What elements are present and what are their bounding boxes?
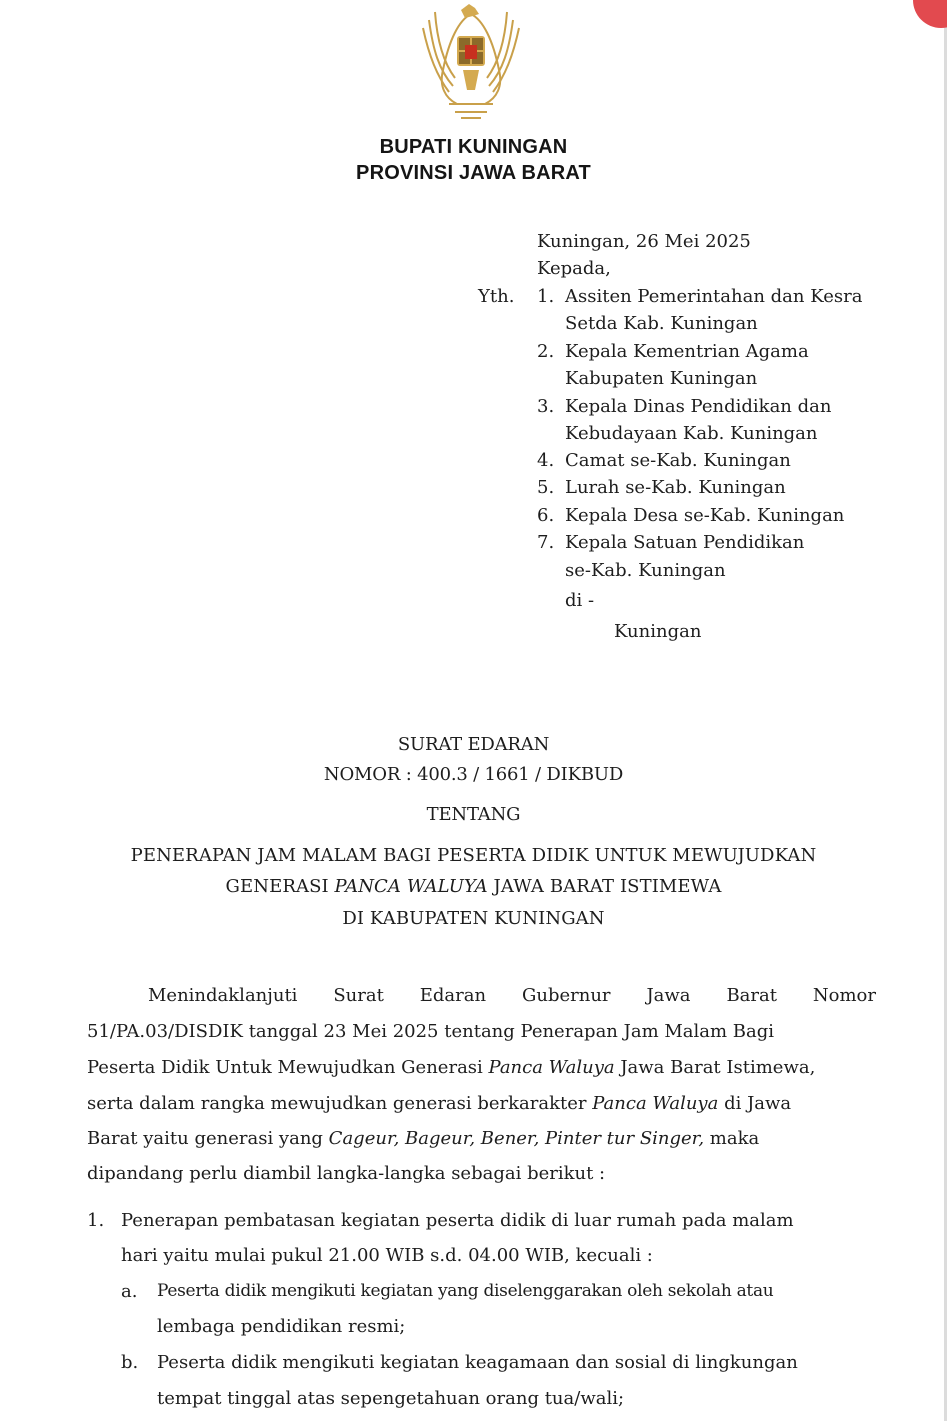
letterhead-title: BUPATI KUNINGAN (379, 136, 568, 158)
paragraph-line: Barat yaitu generasi yang Cageur, Bageur, Bener, Pinter tur Singer, maka (87, 1128, 760, 1149)
di-label: di - (565, 590, 595, 611)
recipient-number: 2. (537, 341, 555, 362)
subject-line: PENERAPAN JAM MALAM BAGI PESERTA DIDIK UNTUK MEWUJUDKAN (130, 845, 817, 866)
recipient-line: Kepala Desa se-Kab. Kuningan (565, 505, 845, 526)
recipient-line: Camat se-Kab. Kuningan (565, 450, 791, 471)
sub-list-label: b. (121, 1352, 139, 1373)
recipient-number: 1. (537, 286, 555, 307)
recipient-line: Kepala Kementrian Agama (565, 341, 809, 362)
recipient-line: Kebudayaan Kab. Kuningan (565, 423, 818, 444)
paragraph-line: Menindaklanjuti Surat Edaran Gubernur Jawa Barat Nomor (148, 985, 876, 1006)
recipient-number: 6. (537, 505, 555, 526)
paragraph-line: 51/PA.03/DISDIK tanggal 23 Mei 2025 tentang Penerapan Jam Malam Bagi (87, 1021, 775, 1042)
recipient-line: Assiten Pemerintahan dan Kesra (565, 286, 863, 307)
list-number: 1. (87, 1210, 105, 1231)
yth-label: Yth. (478, 286, 515, 307)
about-label: TENTANG (426, 804, 521, 825)
sub-list-line: lembaga pendidikan resmi; (157, 1316, 406, 1337)
letterhead-province: PROVINSI JAWA BARAT (356, 162, 591, 184)
garuda-emblem-icon (409, 0, 533, 124)
recipient-line: se-Kab. Kuningan (565, 560, 726, 581)
recipient-line: Setda Kab. Kuningan (565, 313, 758, 334)
corner-overlay-button[interactable] (913, 0, 947, 28)
subject-line: DI KABUPATEN KUNINGAN (342, 908, 605, 929)
document-type: SURAT EDARAN (397, 734, 550, 755)
subject-line: GENERASI PANCA WALUYA JAWA BARAT ISTIMEWA (225, 876, 722, 897)
list-item-line: hari yaitu mulai pukul 21.00 WIB s.d. 04.00 WIB, kecuali : (121, 1245, 653, 1266)
list-item-line: Penerapan pembatasan kegiatan peserta didik di luar rumah pada malam (121, 1210, 794, 1231)
sub-list-line: tempat tinggal atas sepengetahuan orang tua/wali; (157, 1388, 625, 1409)
paragraph-line: serta dalam rangka mewujudkan generasi berkarakter Panca Waluya di Jawa (87, 1093, 792, 1114)
to-label: Kepada, (537, 258, 611, 279)
recipient-line: Kabupaten Kuningan (565, 368, 758, 389)
sub-list-line: Peserta didik mengikuti kegiatan keagamaan dan sosial di lingkungan (157, 1352, 798, 1373)
recipient-line: Lurah se-Kab. Kuningan (565, 477, 786, 498)
recipient-place: Kuningan (614, 621, 702, 642)
recipient-number: 7. (537, 532, 555, 553)
place-date: Kuningan, 26 Mei 2025 (537, 231, 751, 252)
document-number: NOMOR : 400.3 / 1661 / DIKBUD (323, 764, 624, 785)
recipient-number: 5. (537, 477, 555, 498)
paragraph-line: dipandang perlu diambil langka-langka sebagai berikut : (87, 1163, 606, 1184)
recipient-number: 4. (537, 450, 555, 471)
recipient-number: 3. (537, 396, 555, 417)
recipient-line: Kepala Dinas Pendidikan dan (565, 396, 832, 417)
sub-list-line: Peserta didik mengikuti kegiatan yang diselenggarakan oleh sekolah atau (157, 1281, 774, 1301)
recipient-line: Kepala Satuan Pendidikan (565, 532, 805, 553)
paragraph-line: Peserta Didik Untuk Mewujudkan Generasi Panca Waluya Jawa Barat Istimewa, (87, 1057, 816, 1078)
sub-list-label: a. (121, 1281, 138, 1302)
